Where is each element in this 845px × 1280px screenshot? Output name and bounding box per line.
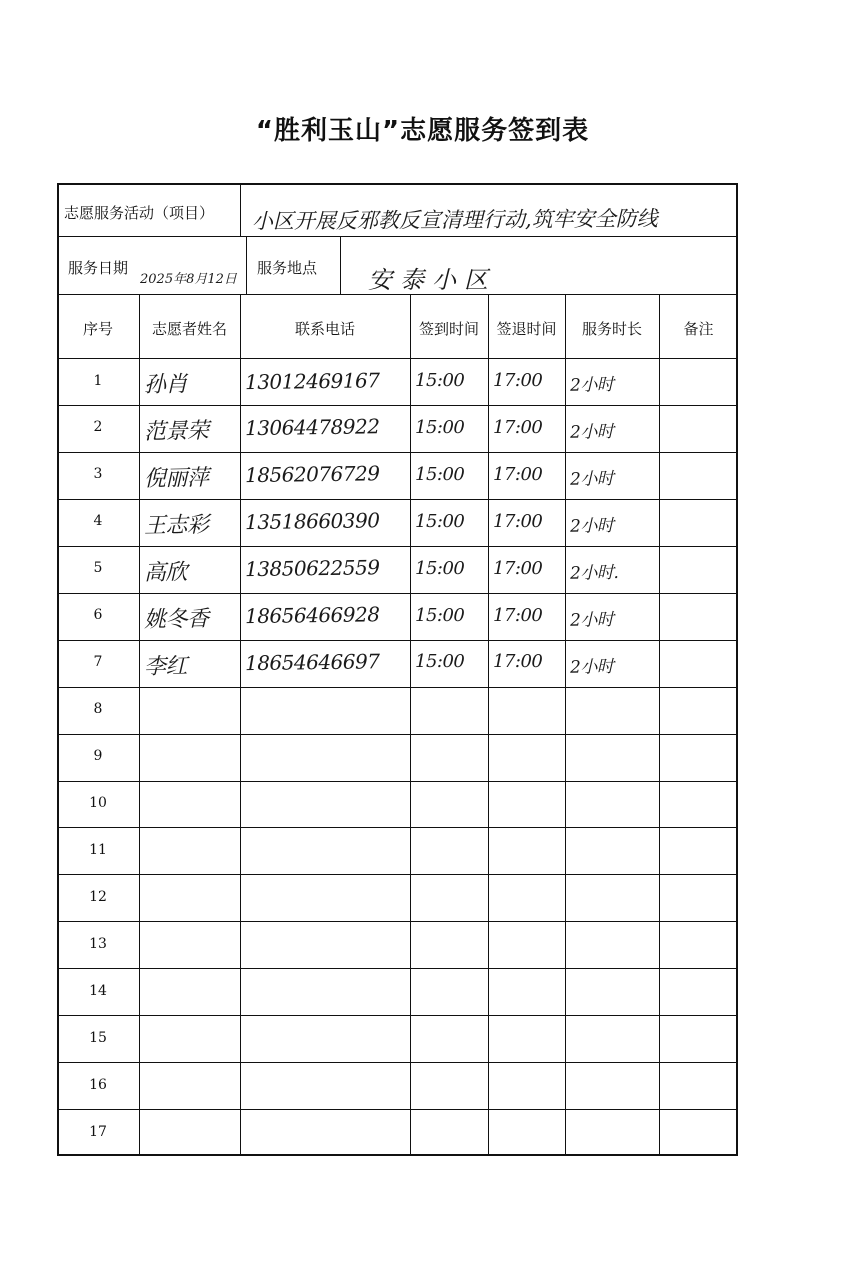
location-label: 服务地点	[257, 259, 318, 277]
row-index: 10	[89, 794, 107, 811]
row-index: 14	[89, 982, 107, 999]
sign-in-time[interactable]: 15:00	[415, 416, 465, 438]
sign-out-time[interactable]: 17:00	[493, 604, 543, 626]
phone-number[interactable]: 13064478922	[244, 414, 380, 441]
sign-out-time[interactable]: 17:00	[493, 416, 543, 438]
header-note: 备注	[683, 320, 714, 338]
phone-number[interactable]: 18562076729	[244, 461, 380, 488]
row-index: 2	[93, 419, 103, 436]
service-duration[interactable]: 2小时	[569, 469, 614, 491]
row-index: 4	[93, 513, 103, 530]
phone-number[interactable]: 13518660390	[244, 508, 380, 535]
table-row	[57, 1015, 738, 1062]
volunteer-name[interactable]: 高欣	[143, 559, 188, 586]
table-row	[57, 781, 738, 828]
rule-location-divider	[340, 236, 341, 294]
row-index: 8	[93, 701, 103, 718]
sign-in-time[interactable]: 15:00	[415, 463, 465, 485]
header-phone: 联系电话	[294, 320, 355, 338]
row-index: 1	[93, 372, 103, 389]
table-row	[57, 1062, 738, 1109]
row-index: 11	[89, 841, 107, 858]
row-index: 5	[93, 560, 103, 577]
header-sign-out: 签退时间	[496, 320, 557, 338]
sign-in-time[interactable]: 15:00	[415, 369, 465, 391]
sign-out-time[interactable]: 17:00	[493, 557, 543, 579]
row-index: 12	[89, 888, 107, 905]
rule-activity	[57, 236, 738, 237]
service-duration[interactable]: 2小时	[569, 610, 614, 631]
row-index: 9	[93, 748, 103, 764]
row-index: 13	[89, 935, 107, 952]
table-row	[57, 968, 738, 1015]
row-index: 3	[93, 466, 103, 483]
phone-number[interactable]: 18654646697	[244, 649, 380, 676]
sign-out-time[interactable]: 17:00	[493, 463, 543, 485]
sign-in-time[interactable]: 15:00	[415, 604, 465, 626]
service-duration[interactable]: 2小时	[569, 516, 614, 537]
volunteer-name[interactable]: 倪丽萍	[143, 465, 209, 492]
volunteer-name[interactable]: 姚冬香	[143, 606, 209, 633]
volunteer-name[interactable]: 范景荣	[143, 418, 209, 445]
volunteer-name[interactable]: 王志彩	[143, 512, 209, 539]
page-title: “胜利玉山”志愿服务签到表	[255, 116, 590, 146]
table-row	[57, 827, 738, 874]
service-duration[interactable]: 2小时	[569, 657, 614, 678]
phone-number[interactable]: 13012469167	[244, 367, 380, 394]
table-row	[57, 734, 738, 781]
sign-out-time[interactable]: 17:00	[493, 651, 543, 673]
rule-activity-divider	[240, 183, 241, 236]
table-row	[57, 1109, 738, 1156]
service-duration[interactable]: 2小时	[569, 375, 614, 397]
sign-in-time[interactable]: 15:00	[415, 651, 465, 673]
table-row	[57, 921, 738, 968]
sign-in-time[interactable]: 15:00	[415, 557, 465, 579]
rule-date-divider	[246, 236, 247, 294]
activity-value[interactable]: 小区开展反邪教反宣清理行动,筑牢安全防线	[251, 206, 658, 234]
service-duration[interactable]: 2小时	[569, 422, 614, 444]
date-value[interactable]: 2025年8月12日	[140, 272, 237, 287]
header-name: 志愿者姓名	[151, 320, 227, 338]
activity-label: 志愿服务活动（项目）	[64, 204, 215, 222]
volunteer-name[interactable]: 李红	[143, 653, 188, 680]
location-value[interactable]: 安泰小区	[368, 266, 496, 294]
header-duration: 服务时长	[581, 320, 642, 338]
table-row	[57, 874, 738, 921]
phone-number[interactable]: 18656466928	[244, 602, 380, 629]
date-label: 服务日期	[68, 259, 129, 277]
volunteer-name[interactable]: 孙肖	[143, 372, 188, 399]
sign-out-time[interactable]: 17:00	[493, 369, 543, 391]
table-row	[57, 687, 738, 734]
sign-out-time[interactable]: 17:00	[493, 510, 543, 532]
row-index: 17	[89, 1123, 107, 1140]
phone-number[interactable]: 13850622559	[244, 555, 380, 582]
row-index: 6	[93, 607, 103, 624]
row-index: 15	[89, 1029, 107, 1046]
header-index: 序号	[82, 320, 113, 338]
sign-in-time[interactable]: 15:00	[415, 510, 465, 532]
header-sign-in: 签到时间	[418, 320, 479, 338]
service-duration[interactable]: 2小时.	[569, 563, 619, 584]
row-index: 16	[89, 1076, 107, 1093]
row-index: 7	[93, 654, 103, 671]
